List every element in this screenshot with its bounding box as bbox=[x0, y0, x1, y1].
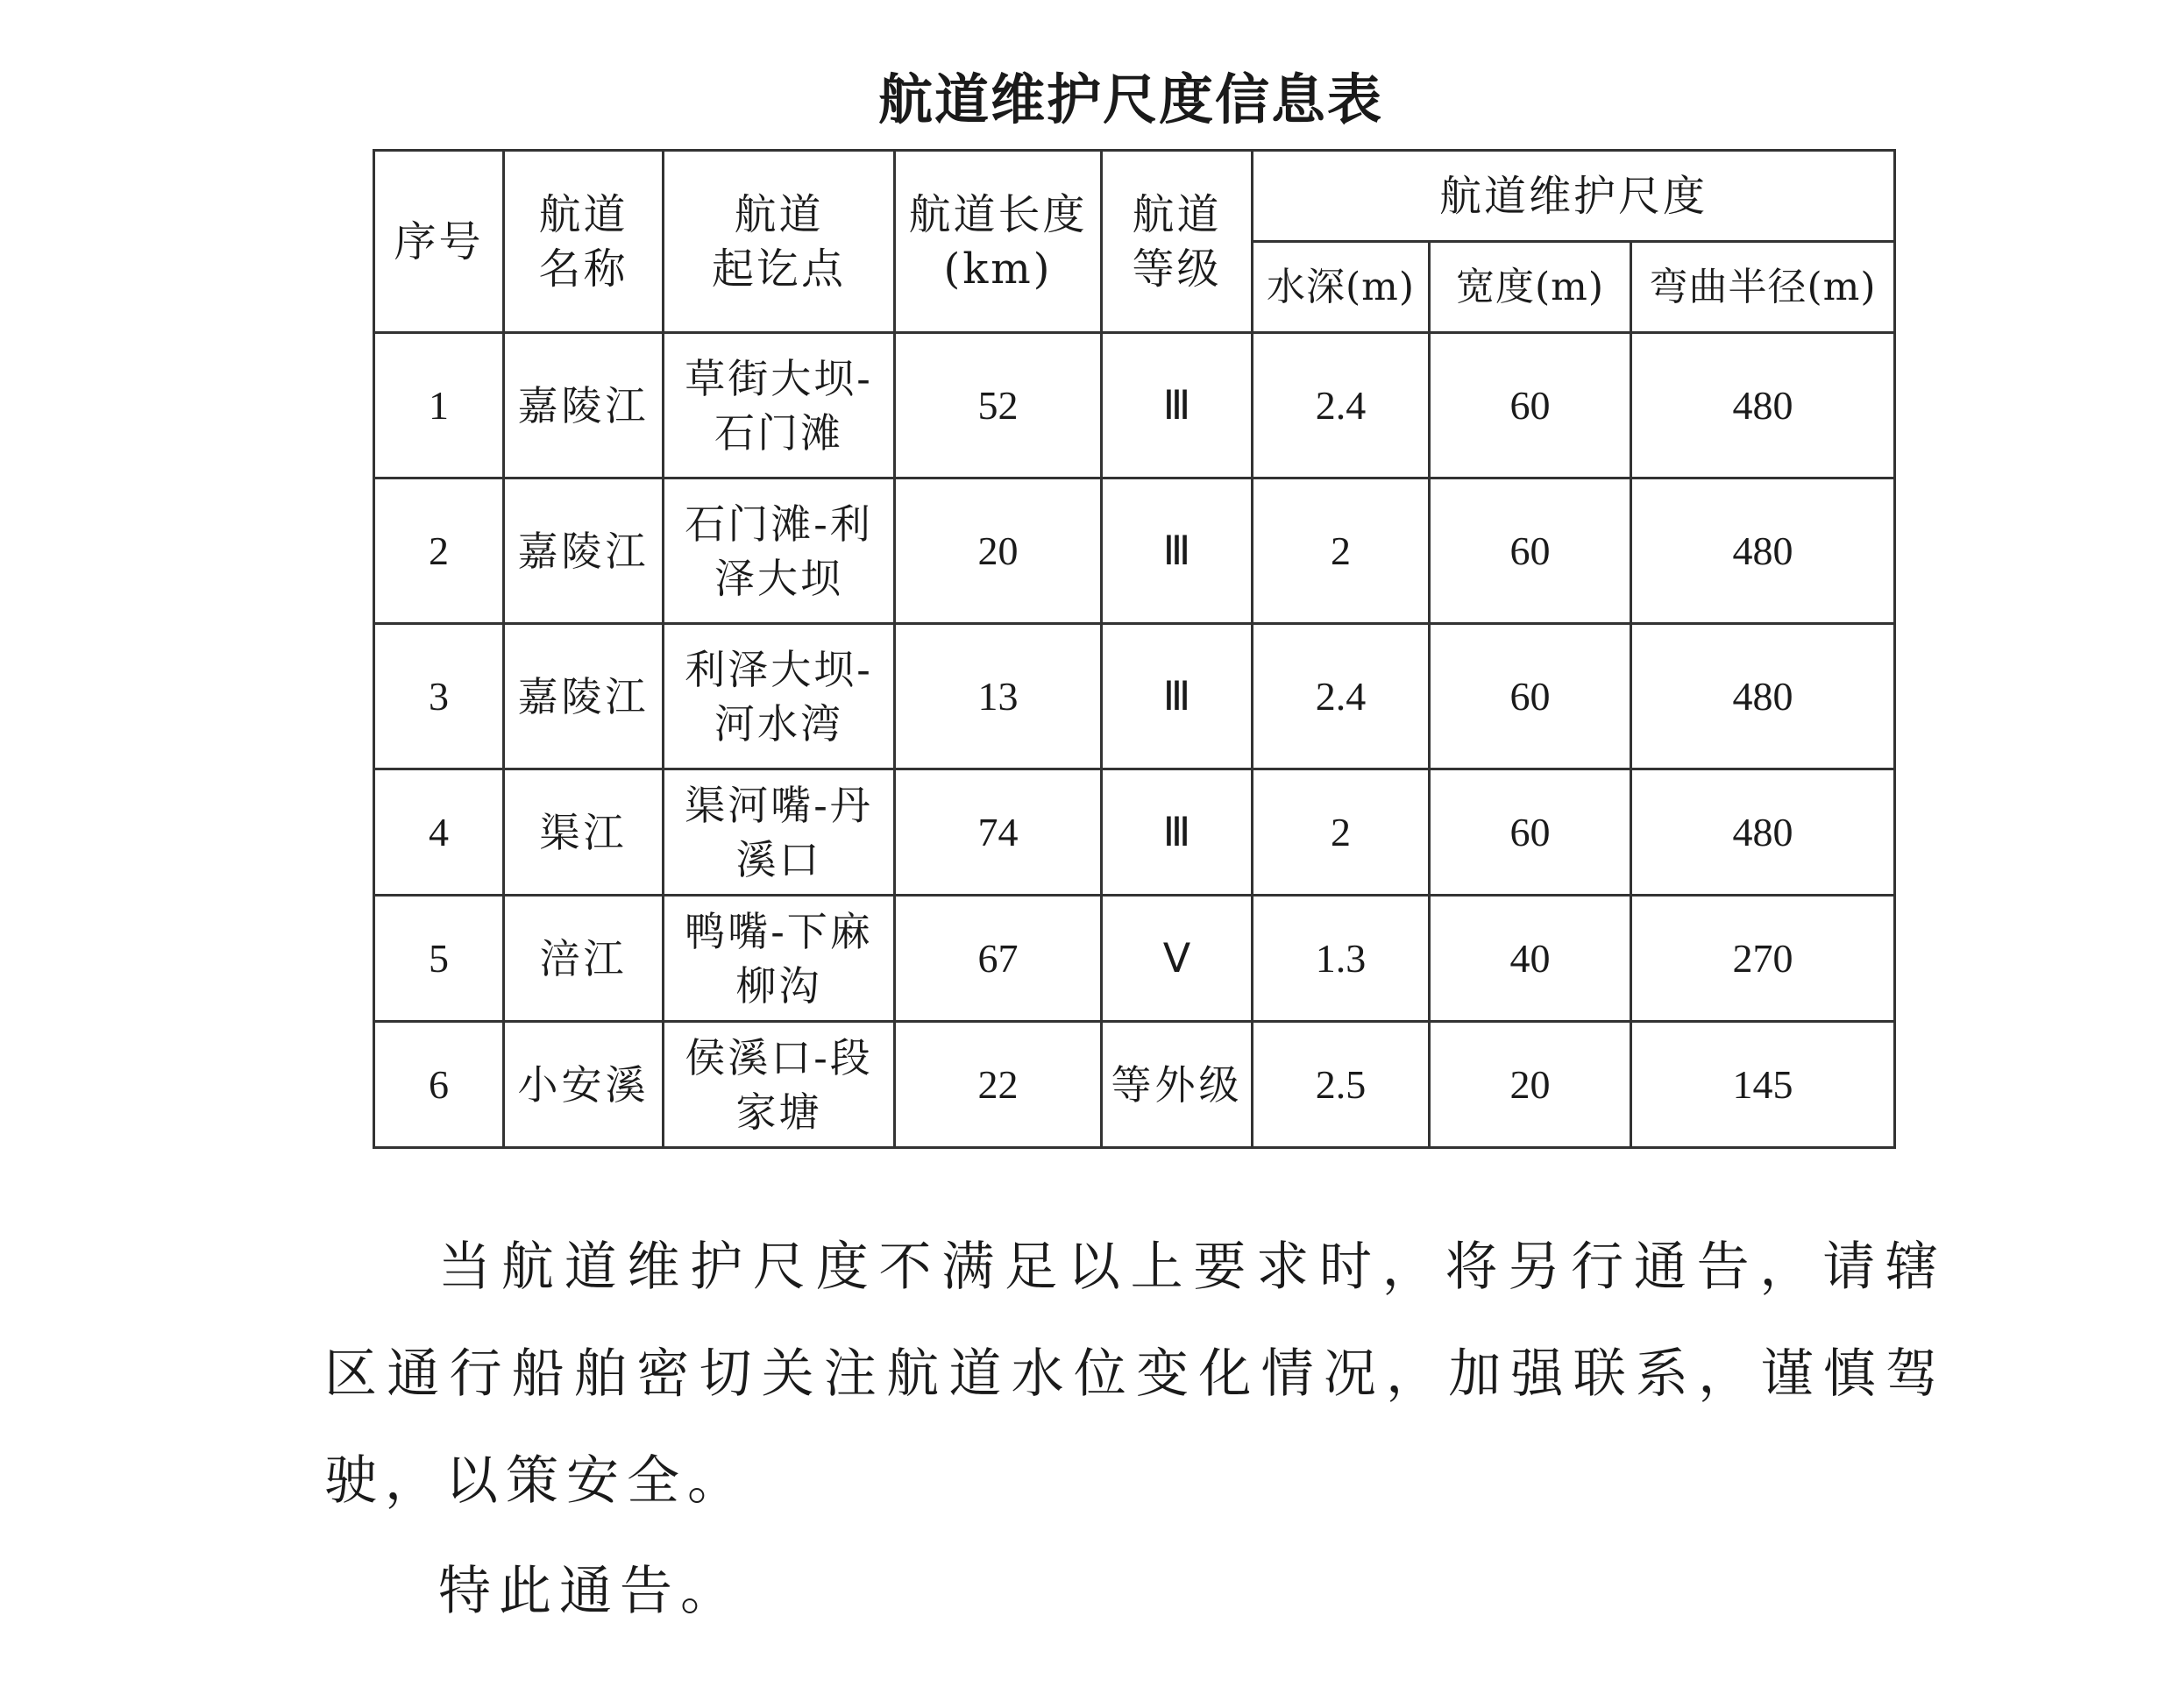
cell-width: 60 bbox=[1430, 624, 1631, 769]
cell-width: 60 bbox=[1430, 769, 1631, 896]
cell-grade: Ⅲ bbox=[1102, 333, 1253, 478]
table-row bbox=[374, 896, 1895, 1022]
cell-width: 60 bbox=[1430, 333, 1631, 478]
header-name bbox=[504, 151, 664, 333]
header-grade bbox=[1102, 151, 1253, 333]
cell-range-line1: 草街大坝- bbox=[685, 354, 873, 402]
header-seq: 序号 bbox=[374, 151, 504, 333]
cell-depth: 2 bbox=[1253, 769, 1430, 896]
header-width: 宽度(m) bbox=[1430, 242, 1631, 333]
cell-radius: 145 bbox=[1631, 1022, 1895, 1148]
header-grade-line2: 等级 bbox=[1132, 244, 1222, 294]
header-length bbox=[895, 151, 1102, 333]
cell-range-line2: 石门滩 bbox=[714, 408, 843, 457]
cell-depth: 2.4 bbox=[1253, 333, 1430, 478]
cell-seq: 2 bbox=[374, 478, 504, 624]
header-radius: 弯曲半径(m) bbox=[1631, 242, 1895, 333]
header-length-line2: (km) bbox=[943, 244, 1053, 294]
cell-range-line1: 利泽大坝- bbox=[685, 645, 873, 693]
header-range-line1: 航道 bbox=[734, 189, 824, 239]
cell-range-line2: 家塘 bbox=[735, 1088, 822, 1136]
table-row bbox=[374, 478, 1895, 624]
cell-length: 20 bbox=[895, 478, 1102, 624]
cell-range-line2: 柳沟 bbox=[735, 961, 822, 1010]
cell-radius: 480 bbox=[1631, 478, 1895, 624]
cell-range-line2: 河水湾 bbox=[714, 699, 843, 748]
cell-seq: 5 bbox=[374, 896, 504, 1022]
cell-grade: 等外级 bbox=[1102, 1022, 1253, 1148]
header-name-line2: 名称 bbox=[538, 244, 628, 294]
notice-paragraph: 当航道维护尺度不满足以上要求时，将另行通告，请辖区通行船舶密切关注航道水位变化情况，加强联系，谨慎驾驶，以策安全。 bbox=[324, 1237, 1946, 1512]
cell-radius: 480 bbox=[1631, 333, 1895, 478]
cell-name: 嘉陵江 bbox=[504, 624, 664, 769]
cell-length: 22 bbox=[895, 1022, 1102, 1148]
cell-range-line1: 渠河嘴-丹 bbox=[685, 781, 873, 829]
cell-range-line1: 鸭嘴-下麻 bbox=[685, 907, 873, 955]
header-maintenance-dims: 航道维护尺度 bbox=[1253, 151, 1895, 242]
header-length-line1: 航道长度 bbox=[908, 189, 1088, 239]
cell-range bbox=[664, 333, 895, 478]
cell-radius: 270 bbox=[1631, 896, 1895, 1022]
cell-name: 渠江 bbox=[504, 769, 664, 896]
cell-range-line2: 溪口 bbox=[735, 835, 822, 883]
cell-name: 嘉陵江 bbox=[504, 478, 664, 624]
header-name-line1: 航道 bbox=[538, 189, 628, 239]
closing-paragraph: 特此通告。 bbox=[438, 1561, 741, 1622]
cell-grade: Ⅲ bbox=[1102, 624, 1253, 769]
table-row bbox=[374, 1022, 1895, 1148]
table-row bbox=[374, 624, 1895, 769]
cell-length: 52 bbox=[895, 333, 1102, 478]
cell-range-line2: 泽大坝 bbox=[714, 554, 843, 602]
cell-name: 涪江 bbox=[504, 896, 664, 1022]
cell-seq: 3 bbox=[374, 624, 504, 769]
cell-range bbox=[664, 769, 895, 896]
cell-depth: 1.3 bbox=[1253, 896, 1430, 1022]
cell-seq: 1 bbox=[374, 333, 504, 478]
cell-range-line1: 侯溪口-段 bbox=[685, 1033, 873, 1081]
cell-name: 小安溪 bbox=[504, 1022, 664, 1148]
header-depth: 水深(m) bbox=[1253, 242, 1430, 333]
cell-range bbox=[664, 896, 895, 1022]
cell-depth: 2.4 bbox=[1253, 624, 1430, 769]
cell-grade: Ⅲ bbox=[1102, 769, 1253, 896]
cell-seq: 4 bbox=[374, 769, 504, 896]
header-range bbox=[664, 151, 895, 333]
table-row bbox=[374, 333, 1895, 478]
header-grade-line1: 航道 bbox=[1132, 189, 1222, 239]
cell-range bbox=[664, 624, 895, 769]
cell-depth: 2 bbox=[1253, 478, 1430, 624]
cell-name: 嘉陵江 bbox=[504, 333, 664, 478]
cell-radius: 480 bbox=[1631, 624, 1895, 769]
cell-length: 13 bbox=[895, 624, 1102, 769]
cell-length: 67 bbox=[895, 896, 1102, 1022]
channel-maintenance-table bbox=[373, 149, 1896, 1149]
table-row bbox=[374, 769, 1895, 896]
header-range-line2: 起讫点 bbox=[711, 244, 846, 294]
cell-grade: Ⅲ bbox=[1102, 478, 1253, 624]
cell-range bbox=[664, 478, 895, 624]
cell-range-line1: 石门滩-利 bbox=[685, 500, 873, 548]
cell-seq: 6 bbox=[374, 1022, 504, 1148]
cell-width: 20 bbox=[1430, 1022, 1631, 1148]
cell-width: 60 bbox=[1430, 478, 1631, 624]
cell-length: 74 bbox=[895, 769, 1102, 896]
cell-range bbox=[664, 1022, 895, 1148]
cell-radius: 480 bbox=[1631, 769, 1895, 896]
cell-grade: Ⅴ bbox=[1102, 896, 1253, 1022]
cell-depth: 2.5 bbox=[1253, 1022, 1430, 1148]
table-title: 航道维护尺度信息表 bbox=[877, 67, 1383, 131]
cell-width: 40 bbox=[1430, 896, 1631, 1022]
